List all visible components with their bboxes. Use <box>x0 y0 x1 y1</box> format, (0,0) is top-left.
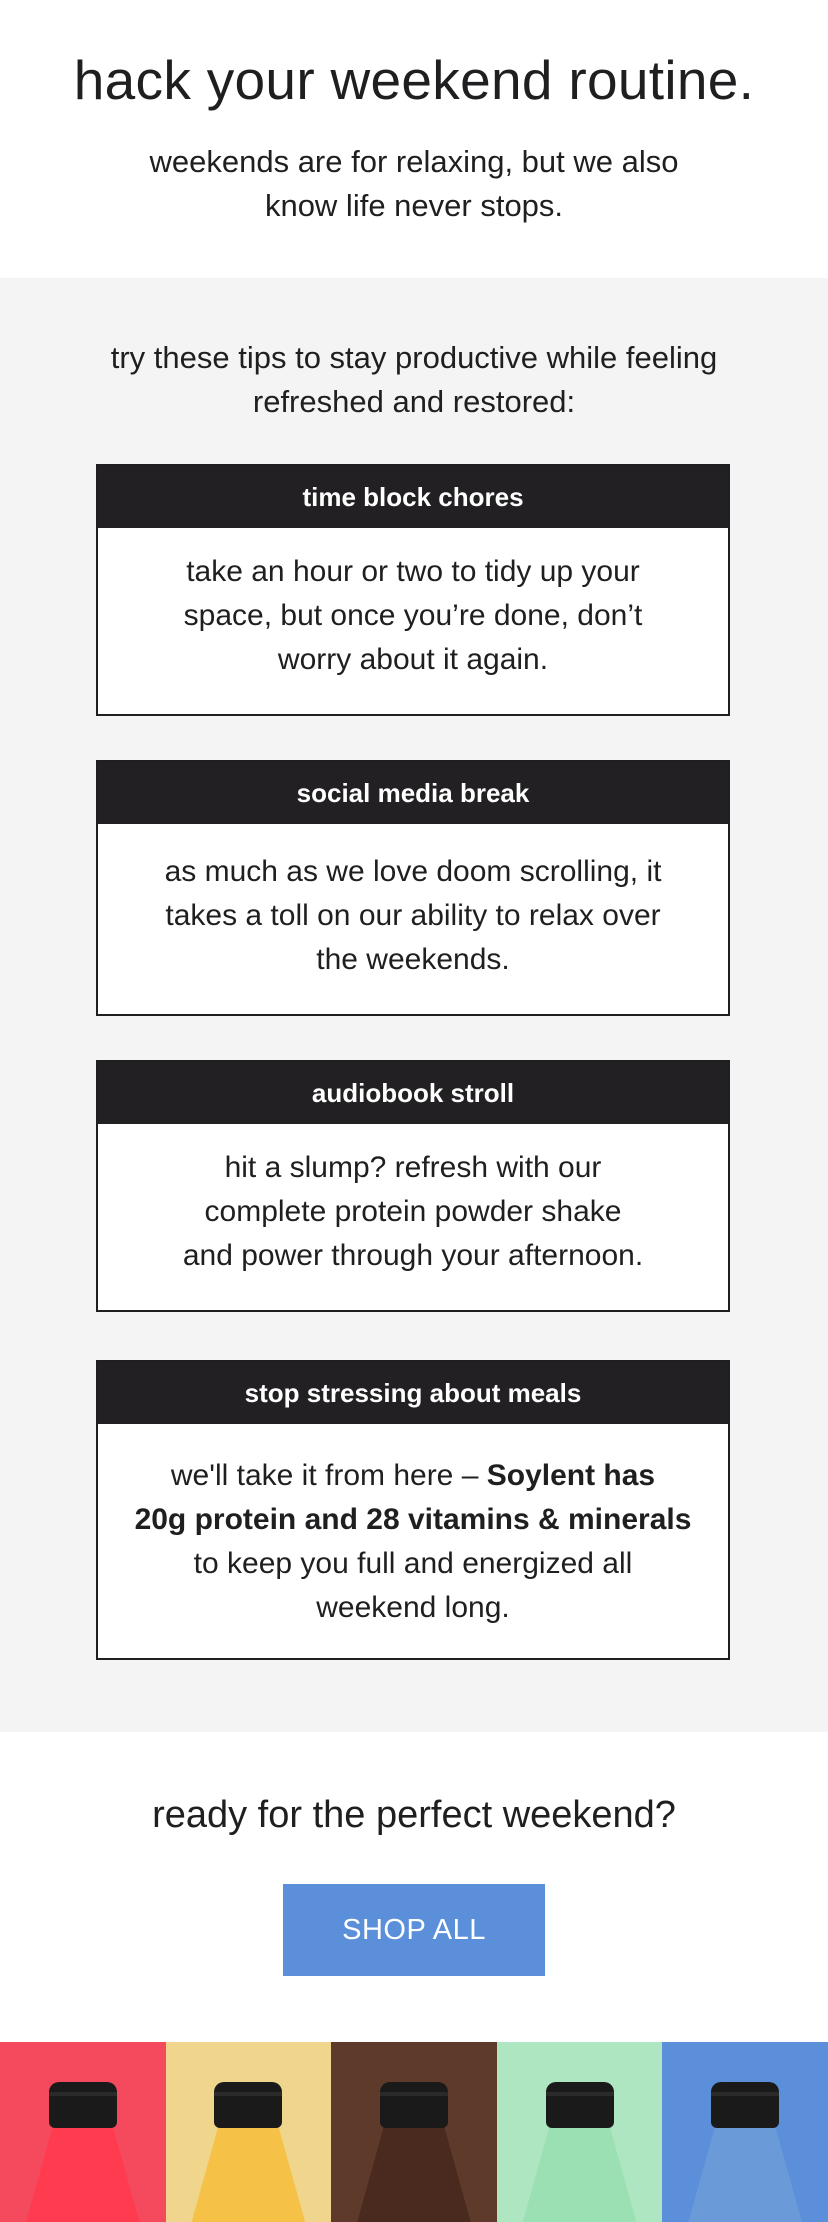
tip-card-text <box>98 1424 728 1630</box>
tip-card-title: stop stressing about meals <box>98 1362 728 1424</box>
tip-card-text <box>98 528 728 682</box>
tips-intro-line: try these tips to stay productive while feeling <box>110 340 718 375</box>
tip-card-text <box>98 1124 728 1278</box>
tip-card-line: hit a slump? refresh with our <box>224 1151 602 1184</box>
tip-card-title: time block chores <box>98 466 728 528</box>
bottle-cap <box>711 2082 779 2128</box>
tips-section <box>0 278 828 1732</box>
strawberry-panel[interactable] <box>0 2042 166 2222</box>
tip-card-bold-text: Soylent has <box>486 1459 656 1492</box>
tips-intro-line: refreshed and restored: <box>252 384 576 419</box>
page-subtitle <box>114 140 714 228</box>
product-bottles-strip <box>0 2042 828 2222</box>
header-section <box>0 0 828 278</box>
strawberry-bottle <box>8 2126 158 2222</box>
tip-card-line: space, but once you’re done, don’t <box>183 599 643 632</box>
cta-title: ready for the perfect weekend? <box>152 1794 676 1836</box>
tip-card-title: audiobook stroll <box>98 1062 728 1124</box>
tip-card-title: social media break <box>98 762 728 824</box>
tip-card-bold-text: 20g protein and 28 vitamins & minerals <box>134 1503 692 1536</box>
tip-card-line: weekend long. <box>316 1591 510 1624</box>
tip-card-text <box>98 824 728 982</box>
tip-card-line: we'll take it from here – <box>170 1459 487 1492</box>
subtitle-line: weekends are for relaxing, but we also <box>149 144 679 179</box>
chocolate-panel[interactable] <box>331 2042 497 2222</box>
tip-card-time-block-chores <box>96 464 730 716</box>
banana-bottle <box>173 2126 323 2222</box>
tip-card-line: to keep you full and energized all <box>193 1547 633 1580</box>
bottle-cap <box>546 2082 614 2128</box>
mint-bottle <box>505 2126 655 2222</box>
tip-card-line: take an hour or two to tidy up your <box>186 555 640 588</box>
bottle-cap <box>380 2082 448 2128</box>
bottle-cap <box>49 2082 117 2128</box>
tip-card-line: as much as we love doom scrolling, it <box>164 855 662 888</box>
tip-card-line: worry about it again. <box>277 643 549 676</box>
tip-card-stop-stressing-about-meals <box>96 1360 730 1660</box>
banana-panel[interactable] <box>166 2042 332 2222</box>
shop-all-button[interactable]: SHOP ALL <box>283 1884 545 1976</box>
tip-card-line: takes a toll on our ability to relax over <box>165 899 661 932</box>
tip-card-social-media-break <box>96 760 730 1016</box>
cta-section <box>0 1732 828 2042</box>
chocolate-bottle <box>339 2126 489 2222</box>
bottle-cap <box>214 2082 282 2128</box>
tips-intro <box>54 278 774 424</box>
original-bottle <box>670 2126 820 2222</box>
original-panel[interactable] <box>662 2042 828 2222</box>
page-title: hack your weekend routine. <box>73 49 755 111</box>
tip-card-line: and power through your afternoon. <box>182 1239 644 1272</box>
tip-card-audiobook-stroll <box>96 1060 730 1312</box>
subtitle-line: know life never stops. <box>264 188 564 223</box>
mint-panel[interactable] <box>497 2042 663 2222</box>
tip-card-line: the weekends. <box>316 943 510 976</box>
tip-card-line: complete protein powder shake <box>204 1195 622 1228</box>
